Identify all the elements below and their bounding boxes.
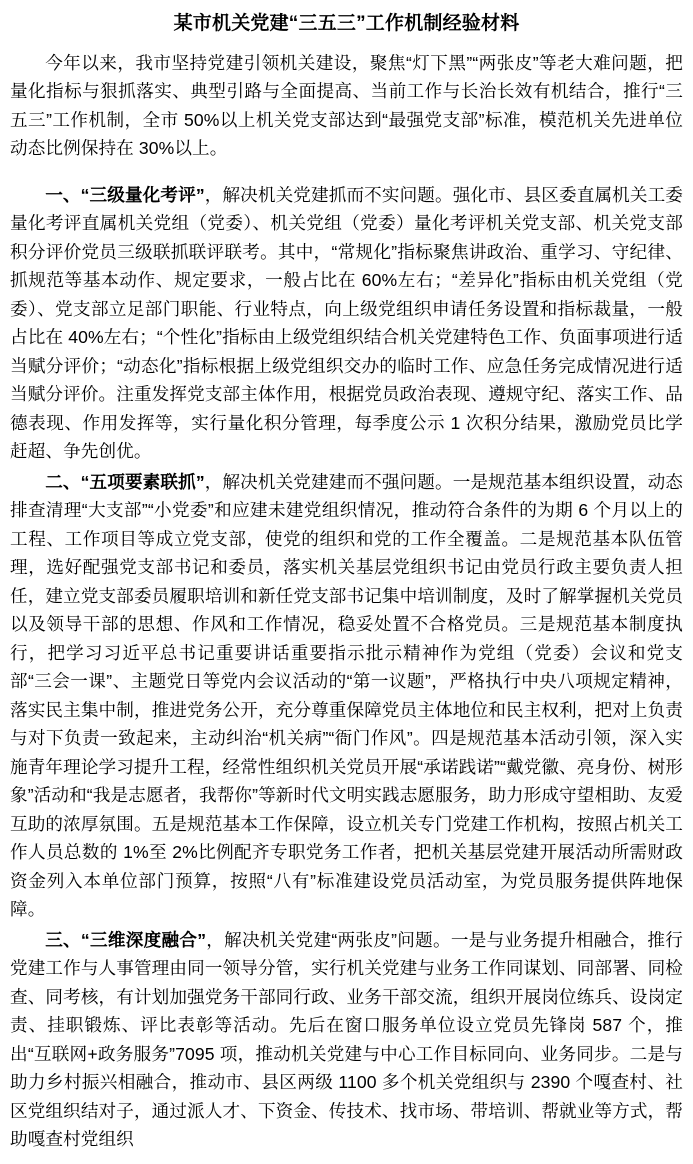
paragraph-intro: 今年以来，我市坚持党建引领机关建设，聚焦“灯下黑”“两张皮”等老大难问题，把量化指标与狠抓落实、典型引路与全面提高、当前工作与长治长效有机结合，推行“三五三”工作机制，全市 50%以上机关党支部达到“最强党支部”标准，模范机关先进单位动态比例保持在 30%以上。 xyxy=(10,52,683,158)
paragraph-section-three: 三、“三维深度融合”，解决机关党建“两张皮”问题。一是与业务提升相融合，推行党建工作与人事管理由同一领导分管，实行机关党建与业务工作同谋划、同部署、同检查、同考核，有计划加强党务干部同行政、业务干部交流，组织开展岗位练兵、设岗定责、挂职锻炼、评比表彰等活动。先后在窗口服务单位设立党员先锋岗 587 个，推出“互联网+政务服务”7095 项，推动机关党建与中心工作目标同向、业务同步。二是与助力乡村振兴相融合，推动市、县区两级 1100 多个机关党组织与 2390 个嘎查村、社区党组织结对子，通过派人才、下资金、传技术、找市场、带培训、帮就业等方式，帮助嘎查村党组织 xyxy=(10,929,683,1149)
paragraph-section-two: 二、“五项要素联抓”，解决机关党建建而不强问题。一是规范基本组织设置，动态排查清理“大支部”“小党委”和应建未建党组织情况，推动符合条件的为期 6 个月以上的工程、工作项目等成立党支部，使党的组织和党的工作全覆盖。二是规范基本队伍管理，选好配强党支部书记和委员，落实机关基层党组织书记由党员行政主要负责人担任，建立党支部委员履职培训和新任党支部书记集中培训制度，及时了解掌握机关党员以及领导干部的思想、作风和工作情况，稳妥处置不合格党员。三是规范基本制度执行，把学习习近平总书记重要讲话重要指示批示精神作为党组（党委）会议和党支部“三会一课”、主题党日等党内会议活动的“第一议题”，严格执行中央八项规定精神，落实民主集中制，推进党务公开，充分尊重保障党员主体地位和民主权利，把对上负责与对下负责一致起来，主动纠治“机关病”“衙门作风”。四是规范基本活动引领，深入实施青年理论学习提升工程，经常性组织机关党员开展“承诺践诺”“戴党徽、亮身份、树形象”活动和“我是志愿者，我帮你”等新时代文明实践志愿服务，助力形成守望相助、友爱互助的浓厚氛围。五是规范基本工作保障，设立机关专门党建工作机构，按照占机关工作人员总数的 1%至 2%比例配齐专职党务工作者，把机关基层党建开展活动所需财政资金列入本单位部门预算，按照“八有”标准建设党员活动室，为党员服务提供阵地保障。 xyxy=(10,471,683,919)
paragraph-section-one: 一、“三级量化考评”，解决机关党建抓而不实问题。强化市、县区委直属机关工委量化考评直属机关党组（党委）、机关党组（党委）量化考评机关党支部、机关党支部积分评价党员三级联抓联评联考。其中，“常规化”指标聚焦讲政治、重学习、守纪律、抓规范等基本动作、规定要求，一般占比在 60%左右；“差异化”指标由机关党组（党委）、党支部立足部门职能、行业特点，向上级党组织申请任务设置和指标裁量，一般占比在 40%左右；“个性化”指标由上级党组织结合机关党建特色工作、负面事项进行适当赋分评价；“动态化”指标根据上级党组织交办的临时工作、应急任务完成情况进行适当赋分评价。注重发挥党支部主体作用，根据党员政治表现、遵规守纪、落实工作、品德表现、作用发挥等，实行量化积分管理，每季度公示 1 次积分结果，激励党员比学赶超、争先创优。 xyxy=(10,184,683,461)
page-title: 某市机关党建“三五三”工作机制经验材料 xyxy=(173,13,520,34)
section-heading-inline: 二、“五项要素联抓” xyxy=(45,471,205,492)
section-heading-inline: 一、“三级量化考评” xyxy=(45,184,205,205)
section-heading-inline: 三、“三维深度融合” xyxy=(45,929,207,950)
